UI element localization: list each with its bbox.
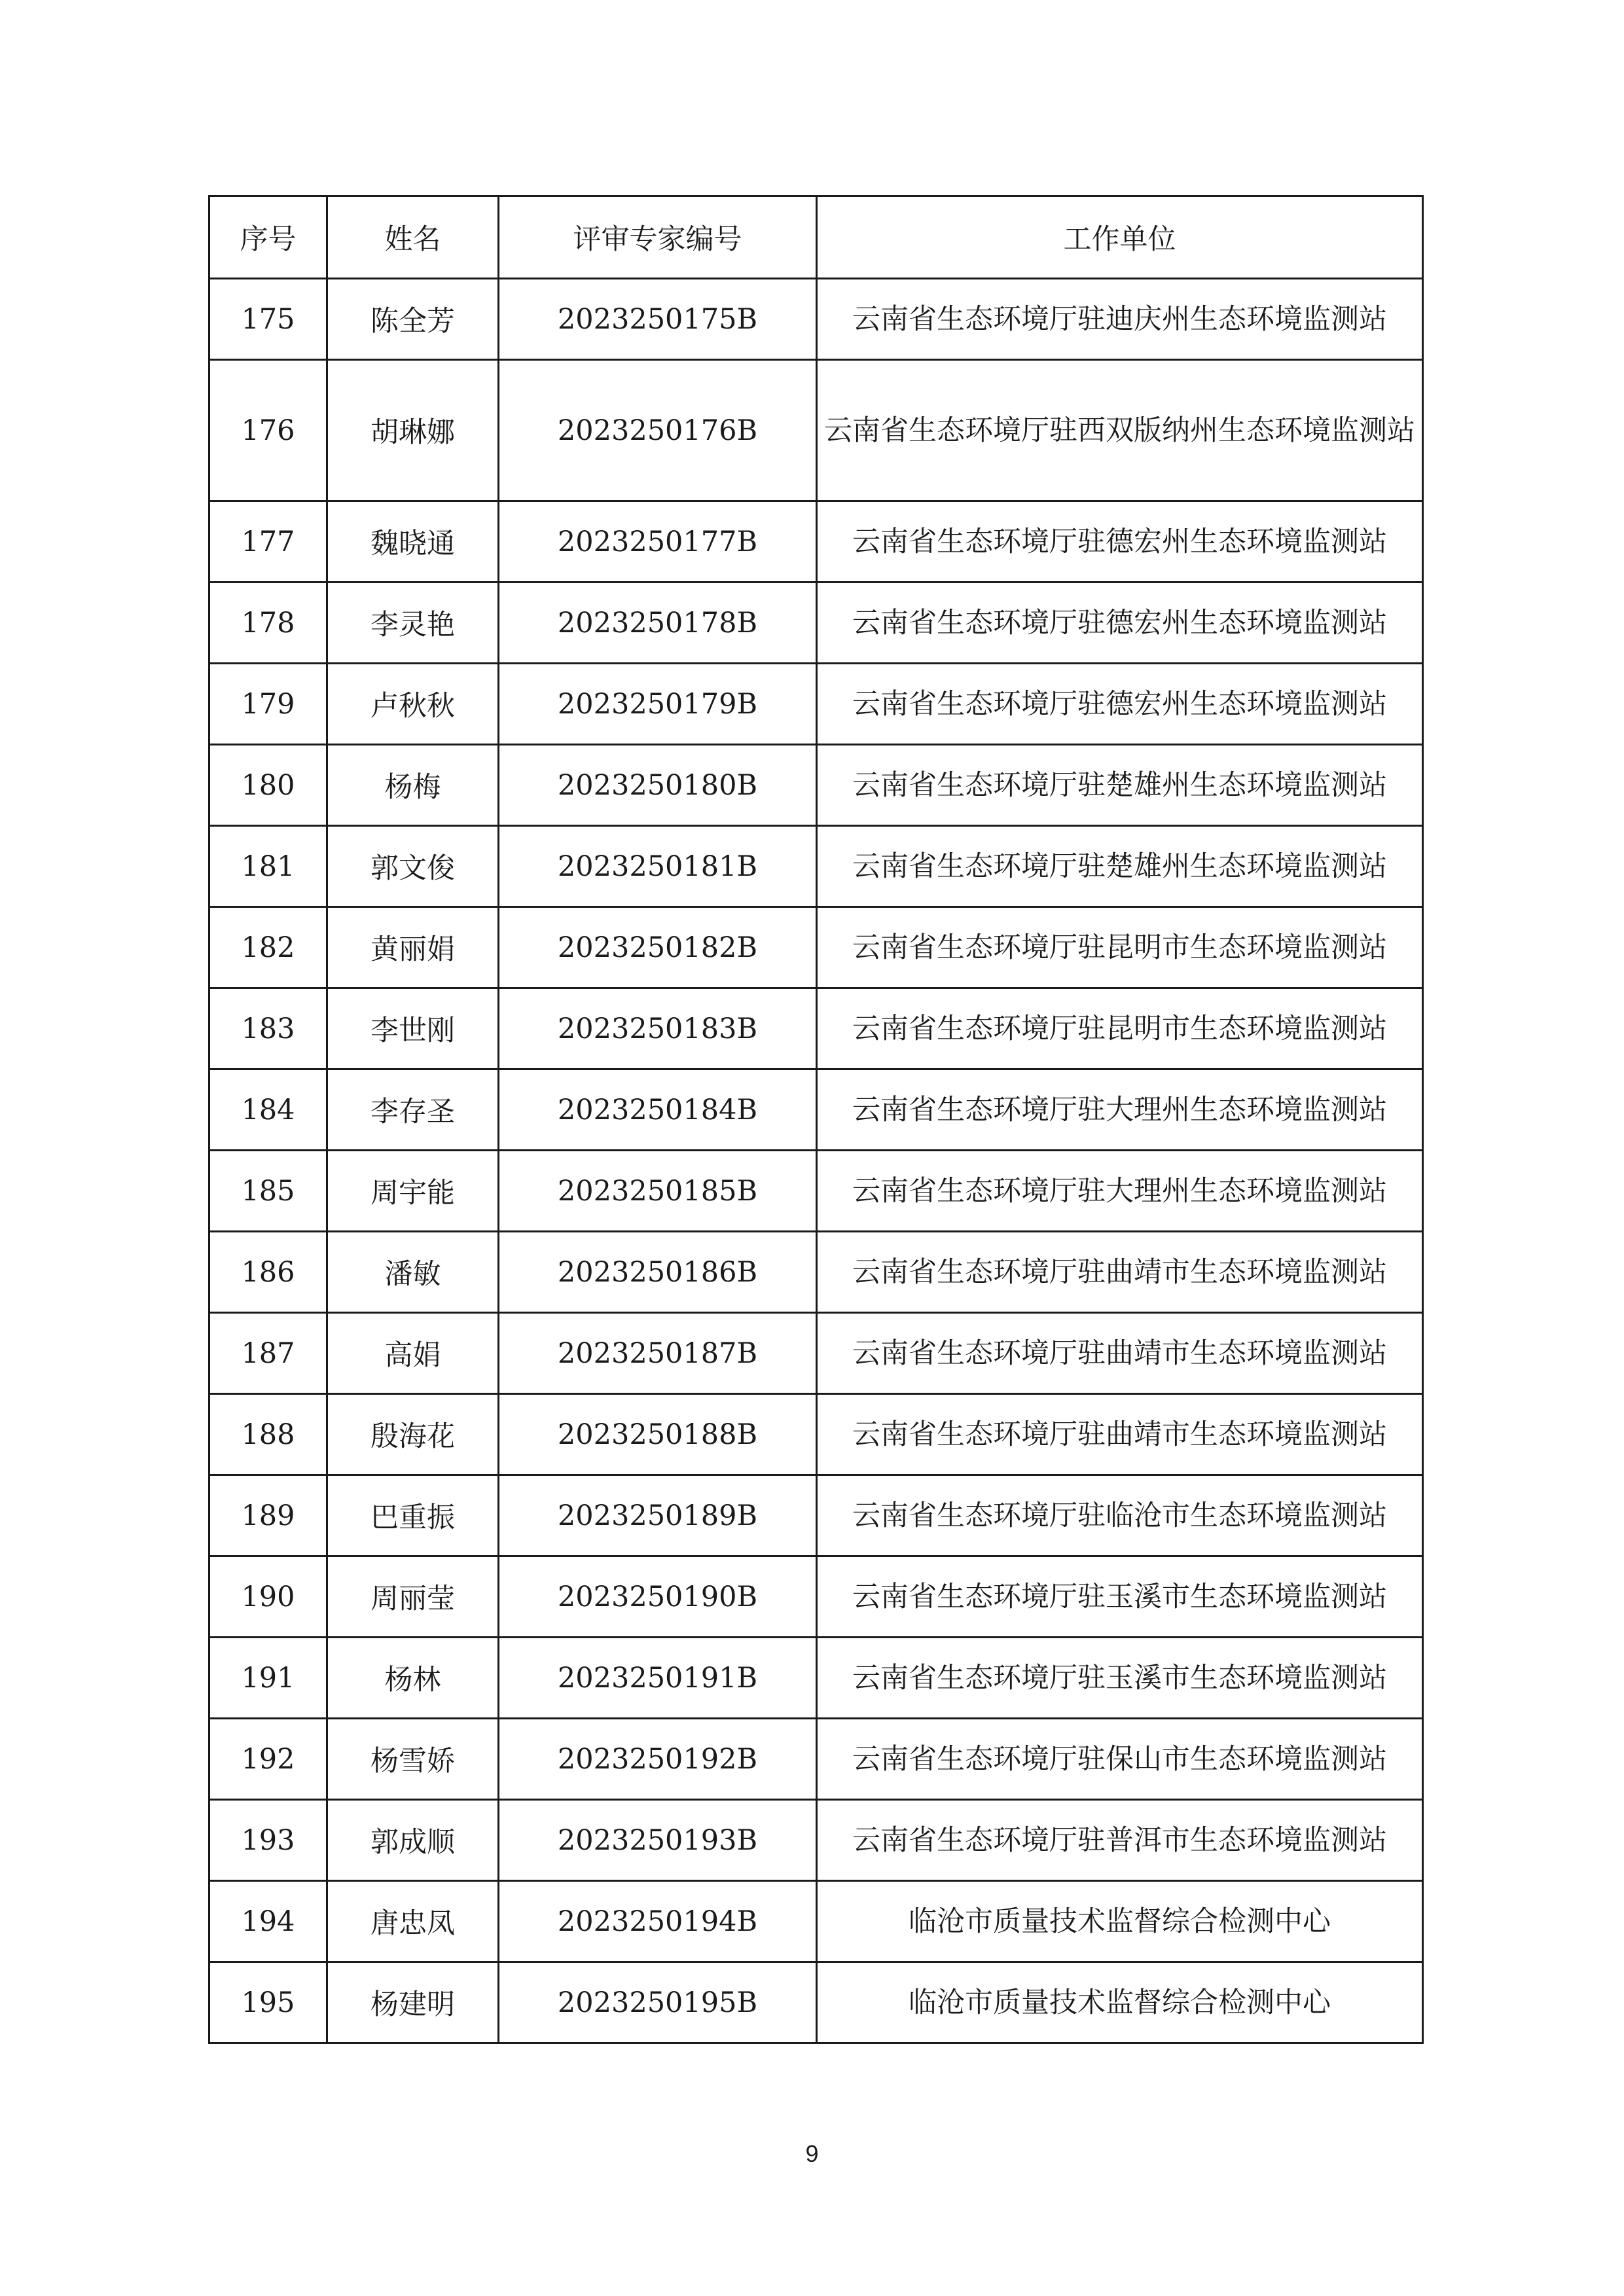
cell-unit: 云南省生态环境厅驻曲靖市生态环境监测站 bbox=[817, 1394, 1423, 1475]
cell-name: 李世刚 bbox=[327, 988, 499, 1069]
table-row bbox=[209, 1556, 1423, 1638]
cell-name: 李灵艳 bbox=[327, 583, 499, 664]
cell-name: 郭文俊 bbox=[327, 826, 499, 907]
cell-unit: 云南省生态环境厅驻玉溪市生态环境监测站 bbox=[817, 1638, 1423, 1719]
page-number: 9 bbox=[805, 2140, 819, 2167]
cell-unit: 云南省生态环境厅驻普洱市生态环境监测站 bbox=[817, 1800, 1423, 1881]
cell-name: 陈全芳 bbox=[327, 279, 499, 360]
cell-expert-id: 2023250182B bbox=[499, 907, 817, 988]
cell-unit: 临沧市质量技术监督综合检测中心 bbox=[817, 1962, 1423, 2043]
table-row bbox=[209, 1962, 1423, 2043]
cell-index: 182 bbox=[209, 907, 327, 988]
cell-name: 杨梅 bbox=[327, 745, 499, 826]
table-row bbox=[209, 1069, 1423, 1151]
cell-unit: 云南省生态环境厅驻西双版纳州生态环境监测站 bbox=[817, 360, 1423, 501]
cell-name: 杨林 bbox=[327, 1638, 499, 1719]
cell-expert-id: 2023250188B bbox=[499, 1394, 817, 1475]
cell-name: 潘敏 bbox=[327, 1232, 499, 1313]
table-row bbox=[209, 826, 1423, 907]
cell-expert-id: 2023250195B bbox=[499, 1962, 817, 2043]
cell-name: 李存圣 bbox=[327, 1069, 499, 1151]
cell-index: 186 bbox=[209, 1232, 327, 1313]
cell-expert-id: 2023250193B bbox=[499, 1800, 817, 1881]
cell-name: 杨雪娇 bbox=[327, 1719, 499, 1800]
cell-index: 176 bbox=[209, 360, 327, 501]
cell-expert-id: 2023250190B bbox=[499, 1556, 817, 1638]
cell-index: 192 bbox=[209, 1719, 327, 1800]
cell-index: 188 bbox=[209, 1394, 327, 1475]
header-expert-id: 评审专家编号 bbox=[499, 196, 817, 279]
cell-index: 177 bbox=[209, 501, 327, 583]
cell-expert-id: 2023250179B bbox=[499, 664, 817, 745]
cell-unit: 临沧市质量技术监督综合检测中心 bbox=[817, 1881, 1423, 1962]
cell-expert-id: 2023250184B bbox=[499, 1069, 817, 1151]
cell-name: 殷海花 bbox=[327, 1394, 499, 1475]
header-name: 姓名 bbox=[327, 196, 499, 279]
table-row bbox=[209, 1394, 1423, 1475]
cell-name: 周丽莹 bbox=[327, 1556, 499, 1638]
cell-index: 187 bbox=[209, 1313, 327, 1394]
header-unit: 工作单位 bbox=[817, 196, 1423, 279]
cell-index: 195 bbox=[209, 1962, 327, 2043]
table-row bbox=[209, 664, 1423, 745]
cell-unit: 云南省生态环境厅驻楚雄州生态环境监测站 bbox=[817, 745, 1423, 826]
table-row bbox=[209, 745, 1423, 826]
cell-name: 唐忠凤 bbox=[327, 1881, 499, 1962]
table-header bbox=[209, 196, 1423, 279]
cell-expert-id: 2023250176B bbox=[499, 360, 817, 501]
table-row bbox=[209, 1232, 1423, 1313]
table-row bbox=[209, 1313, 1423, 1394]
cell-unit: 云南省生态环境厅驻曲靖市生态环境监测站 bbox=[817, 1313, 1423, 1394]
table-row bbox=[209, 1800, 1423, 1881]
cell-expert-id: 2023250181B bbox=[499, 826, 817, 907]
cell-name: 杨建明 bbox=[327, 1962, 499, 2043]
expert-roster-table bbox=[208, 195, 1424, 2044]
cell-name: 巴重振 bbox=[327, 1475, 499, 1556]
cell-name: 魏晓通 bbox=[327, 501, 499, 583]
cell-name: 郭成顺 bbox=[327, 1800, 499, 1881]
table-row bbox=[209, 501, 1423, 583]
cell-expert-id: 2023250189B bbox=[499, 1475, 817, 1556]
table-row bbox=[209, 360, 1423, 501]
cell-name: 黄丽娟 bbox=[327, 907, 499, 988]
table-row bbox=[209, 279, 1423, 360]
cell-index: 190 bbox=[209, 1556, 327, 1638]
table-row bbox=[209, 1151, 1423, 1232]
cell-unit: 云南省生态环境厅驻大理州生态环境监测站 bbox=[817, 1151, 1423, 1232]
cell-unit: 云南省生态环境厅驻玉溪市生态环境监测站 bbox=[817, 1556, 1423, 1638]
cell-unit: 云南省生态环境厅驻德宏州生态环境监测站 bbox=[817, 501, 1423, 583]
cell-index: 184 bbox=[209, 1069, 327, 1151]
cell-expert-id: 2023250192B bbox=[499, 1719, 817, 1800]
table-row bbox=[209, 1719, 1423, 1800]
cell-unit: 云南省生态环境厅驻德宏州生态环境监测站 bbox=[817, 664, 1423, 745]
table-row bbox=[209, 988, 1423, 1069]
cell-unit: 云南省生态环境厅驻保山市生态环境监测站 bbox=[817, 1719, 1423, 1800]
cell-index: 178 bbox=[209, 583, 327, 664]
cell-expert-id: 2023250177B bbox=[499, 501, 817, 583]
cell-index: 181 bbox=[209, 826, 327, 907]
cell-index: 193 bbox=[209, 1800, 327, 1881]
cell-unit: 云南省生态环境厅驻临沧市生态环境监测站 bbox=[817, 1475, 1423, 1556]
cell-expert-id: 2023250187B bbox=[499, 1313, 817, 1394]
cell-unit: 云南省生态环境厅驻楚雄州生态环境监测站 bbox=[817, 826, 1423, 907]
cell-name: 高娟 bbox=[327, 1313, 499, 1394]
cell-index: 180 bbox=[209, 745, 327, 826]
table-row bbox=[209, 583, 1423, 664]
cell-unit: 云南省生态环境厅驻昆明市生态环境监测站 bbox=[817, 907, 1423, 988]
cell-index: 194 bbox=[209, 1881, 327, 1962]
cell-expert-id: 2023250186B bbox=[499, 1232, 817, 1313]
cell-index: 191 bbox=[209, 1638, 327, 1719]
cell-unit: 云南省生态环境厅驻德宏州生态环境监测站 bbox=[817, 583, 1423, 664]
table-body bbox=[209, 279, 1423, 2043]
cell-index: 179 bbox=[209, 664, 327, 745]
header-row bbox=[209, 196, 1423, 279]
cell-expert-id: 2023250178B bbox=[499, 583, 817, 664]
cell-unit: 云南省生态环境厅驻昆明市生态环境监测站 bbox=[817, 988, 1423, 1069]
table-row bbox=[209, 1475, 1423, 1556]
header-index: 序号 bbox=[209, 196, 327, 279]
cell-expert-id: 2023250183B bbox=[499, 988, 817, 1069]
cell-index: 189 bbox=[209, 1475, 327, 1556]
cell-expert-id: 2023250185B bbox=[499, 1151, 817, 1232]
table-row bbox=[209, 1638, 1423, 1719]
cell-index: 175 bbox=[209, 279, 327, 360]
cell-unit: 云南省生态环境厅驻曲靖市生态环境监测站 bbox=[817, 1232, 1423, 1313]
cell-unit: 云南省生态环境厅驻大理州生态环境监测站 bbox=[817, 1069, 1423, 1151]
cell-index: 185 bbox=[209, 1151, 327, 1232]
table-row bbox=[209, 907, 1423, 988]
cell-expert-id: 2023250180B bbox=[499, 745, 817, 826]
cell-expert-id: 2023250191B bbox=[499, 1638, 817, 1719]
table-row bbox=[209, 1881, 1423, 1962]
cell-unit: 云南省生态环境厅驻迪庆州生态环境监测站 bbox=[817, 279, 1423, 360]
cell-name: 胡琳娜 bbox=[327, 360, 499, 501]
cell-name: 卢秋秋 bbox=[327, 664, 499, 745]
cell-expert-id: 2023250175B bbox=[499, 279, 817, 360]
cell-index: 183 bbox=[209, 988, 327, 1069]
cell-name: 周宇能 bbox=[327, 1151, 499, 1232]
cell-expert-id: 2023250194B bbox=[499, 1881, 817, 1962]
